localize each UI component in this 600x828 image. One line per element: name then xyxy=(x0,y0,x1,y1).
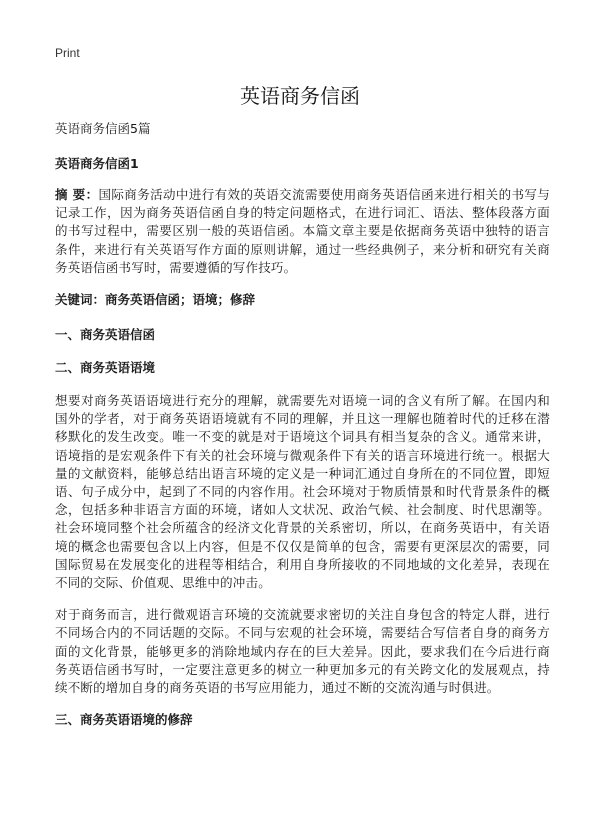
abstract-label: 摘 要： xyxy=(55,187,99,202)
abstract-text: 国际商务活动中进行有效的英语交流需要使用商务英语信函来进行相关的书写与记录工作，因为商务英语信函自身的特定问题格式，在进行词汇、语法、整体段落方面的书写过程中，需要区别一般的英语信函。本篇文章主要是依据商务英语中独特的语言条件，来进行有关英语写作方面的原则讲解，通过一些经典例子，来分析和研究有关商务英语信函书写时，需要遵循的写作技巧。 xyxy=(55,187,550,275)
keywords-line: 关键词：商务英语信函；语境；修辞 xyxy=(55,292,256,308)
page-title: 英语商务信函 xyxy=(240,84,360,108)
section-heading-1: 一、商务英语信函 xyxy=(55,327,156,343)
print-label: Print xyxy=(55,46,80,60)
letter-heading: 英语商务信函1 xyxy=(55,156,139,171)
section-heading-3: 三、商务英语语境的修辞 xyxy=(55,712,193,728)
abstract-paragraph xyxy=(55,186,550,277)
document-body xyxy=(55,120,550,744)
body-paragraph-2: 对于商务而言，进行微观语言环境的交流就要求密切的关注自身包含的特定人群，进行不同场合内的不同话题的交际。不同与宏观的社会环境，需要结合写信者自身的商务方面的文化背景，能够更多的消除地域内存在的巨大差异。因此，要求我们在今后进行商务英语信函书写时，一定要注意更多的树立一种更加多元的有关跨文化的发展观点，持续不断的增加自身的商务英语的书写应用能力，通过不断的交流沟通与时俱进。 xyxy=(55,607,550,696)
body-paragraph-1: 想要对商务英语语境进行充分的理解，就需要先对语境一词的含义有所了解。在国内和国外的学者，对于商务英语语境就有不同的理解，并且这一理解也随着时代的迁移在潜移默化的发生改变。唯一不变的就是对于语境这个词具有相当复杂的含义。通常来讲，语境指的是宏观条件下有关的社会环境与微观条件下有关的语言环境进行统一。根据大量的文献资料，能够总结出语言环境的定义是一种词汇通过自身所在的不同位置，即短语、句子成分中，起到了不同的内容作用。社会环境对于物质情景和时代背景条件的概念，包括多种非语言方面的环境，诸如人文状况、政治气候、社会制度、时代思潮等。社会环境同整个社会所蕴含的经济文化背景的关系密切，所以，在商务英语中，有关语境的概念也需要包含以上内容，但是不仅仅是简单的包含，需要有更深层次的需要，同国际贸易在发展变化的进程等相结合，利用自身所接收的不同地域的文化差异，表现在不同的交际、价值观、思维中的冲击。 xyxy=(55,393,550,591)
section-heading-2: 二、商务英语语境 xyxy=(55,360,156,376)
document-subtitle: 英语商务信函5篇 xyxy=(55,121,151,136)
